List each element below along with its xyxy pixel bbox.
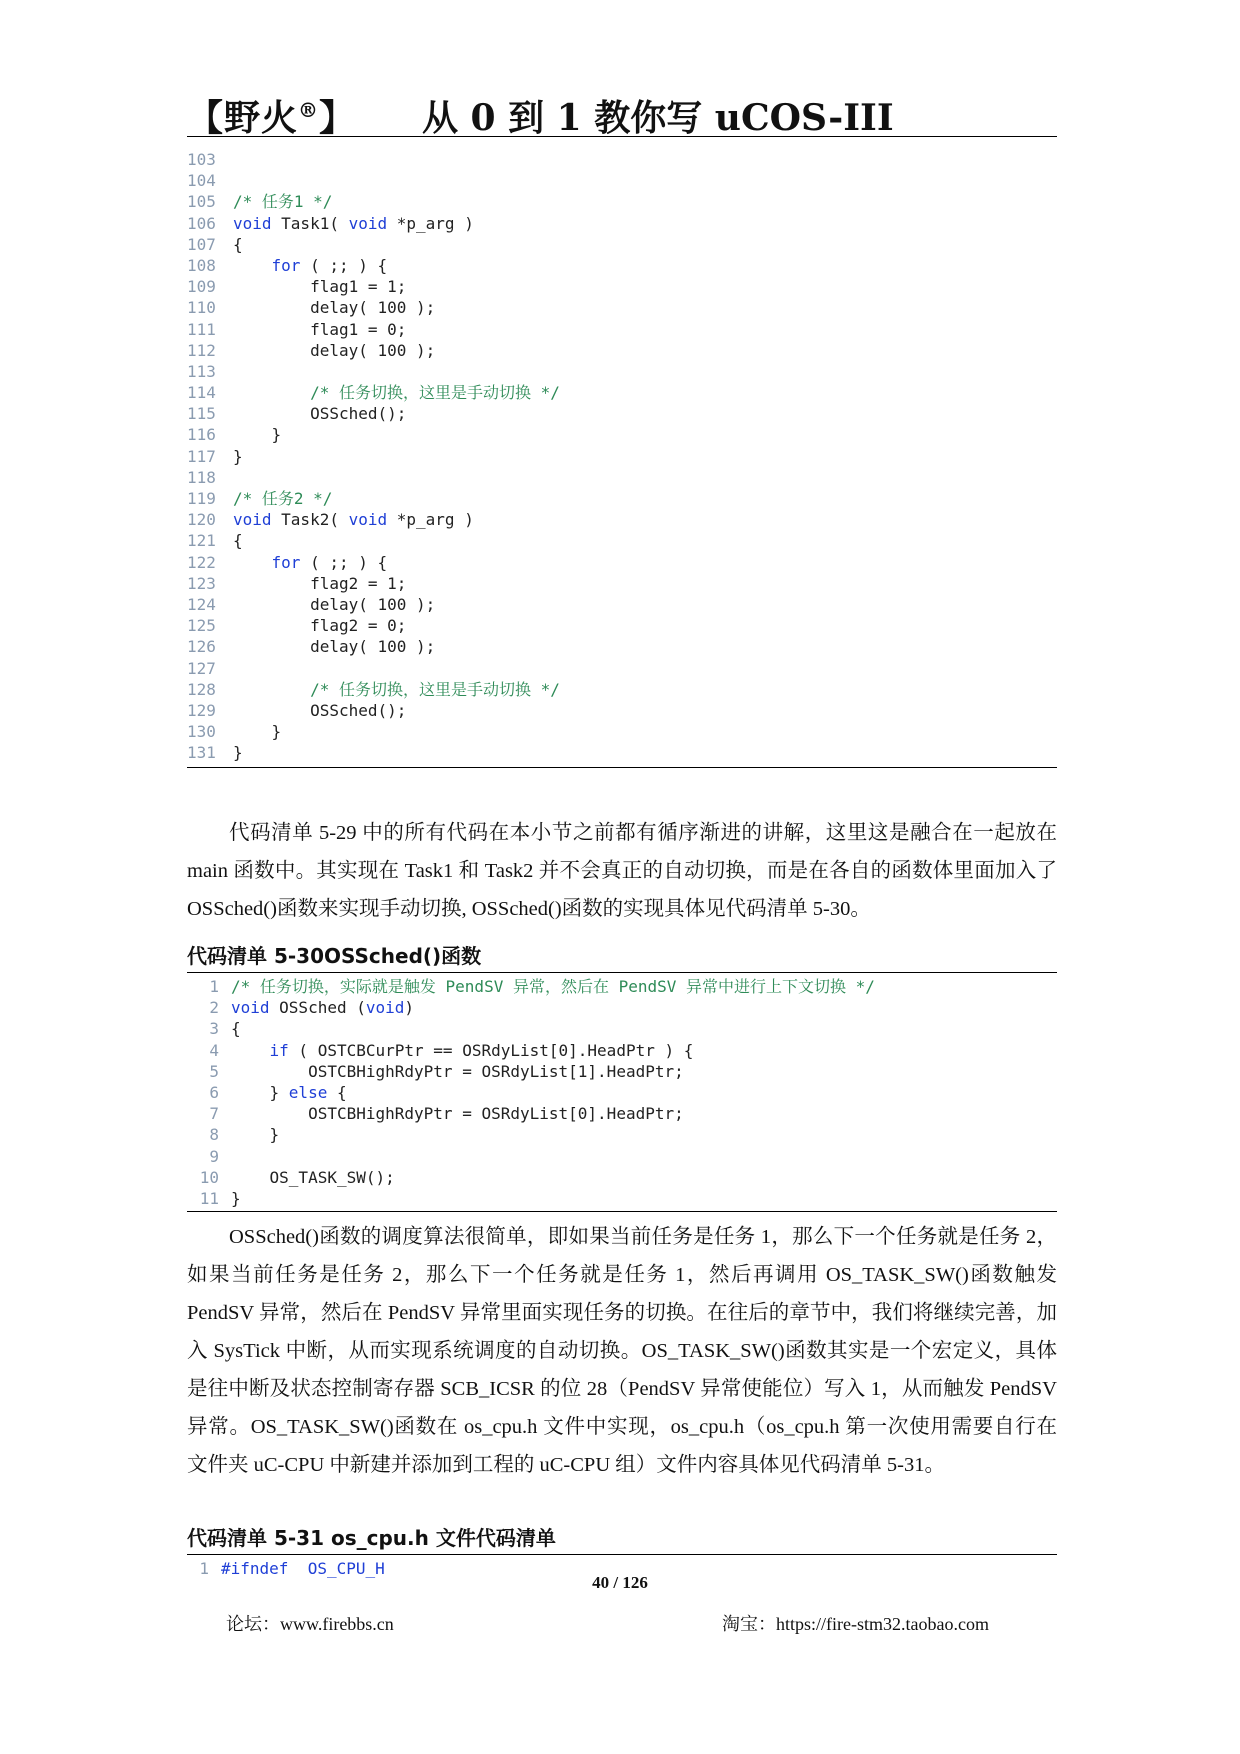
code-line [187, 170, 1057, 191]
code-line [187, 1018, 1057, 1039]
page-number: 40 / 126 [592, 1573, 648, 1592]
line-number: 118 [187, 467, 216, 487]
code-keyword: if [269, 1040, 289, 1060]
line-number: 123 [187, 573, 216, 593]
code-keyword: else [288, 1082, 328, 1102]
code-text: Task1( [271, 213, 349, 233]
code-line [187, 255, 1057, 276]
code-line [187, 530, 1057, 551]
code-line [187, 658, 1057, 679]
line-number: 3 [209, 1019, 219, 1039]
book-title: 从 0 到 1 教你写 uCOS-III [422, 97, 894, 139]
code-text: ) [404, 998, 415, 1018]
code-comment: /* 任务切换，实际就是触发 PendSV 异常，然后在 PendSV 异常中进行上下文切换 */ [231, 977, 875, 996]
code-keyword: void [365, 998, 405, 1018]
code-listing-ossched [187, 972, 1057, 1212]
code-keyword: #ifndef [221, 1559, 289, 1578]
registered-mark: ® [298, 98, 320, 122]
code-line [187, 1124, 1057, 1145]
line-number: 121 [187, 531, 216, 551]
line-number: 103 [187, 150, 216, 169]
code-text: OSTCBHighRdyPtr = OSRdyList[0].HeadPtr; [231, 1104, 684, 1124]
code-text: *p_arg ) [387, 213, 474, 233]
code-keyword: OS_CPU_H [307, 1559, 385, 1578]
code-line [187, 615, 1057, 636]
code-text: flag1 = 0; [233, 319, 407, 339]
code-line [187, 1082, 1057, 1103]
line-number: 116 [187, 425, 216, 445]
code-text: { [233, 234, 243, 254]
body-paragraph-2: OSSched()函数的调度算法很简单，即如果当前任务是任务 1，那么下一个任务就是任务 2，如果当前任务是任务 2，那么下一个任务就是任务 1，然后再调用 OS_TASK_SW()函数触发 PendSV 异常，然后在 PendSV 异常里面实现任务的切换。在往后的章节中，我们将继续完善，加入 SysTick 中断，从而实现系统调度的自动切换。OS_TASK_SW()函数其实是一个宏定义，具体是往中断及状态控制寄存器 SCB_ICSR 的位 28（PendSV 异常使能位）写入 1，从而触发 PendSV 异常。OS_TASK_SW()函数在 os_cpu.h 文件中实现，os_cpu.h（os_cpu.h 第一次使用需要自行在文件夹 uC-CPU 中新建并添加到工程的 uC-CPU 组）文件内容具体见代码清单 5-31。 [187, 1226, 1057, 1476]
code-line [187, 997, 1057, 1018]
line-number: 129 [187, 700, 216, 720]
listing-caption-5-31: 代码清单 5-31 os_cpu.h 文件代码清单 [187, 1526, 556, 1550]
code-text: ( ;; ) { [300, 552, 388, 572]
code-line [187, 319, 1057, 340]
line-number: 122 [187, 552, 216, 572]
code-line [187, 276, 1057, 297]
code-line [187, 424, 1057, 445]
line-number: 10 [199, 1167, 219, 1187]
code-text: } [233, 722, 282, 742]
code-line [187, 552, 1057, 573]
code-text [233, 680, 310, 699]
code-line [187, 234, 1057, 255]
code-line [187, 467, 1057, 488]
code-text: ( ;; ) { [300, 255, 388, 275]
code-line [187, 1188, 1057, 1209]
code-line [187, 488, 1057, 509]
code-line [187, 149, 1057, 170]
line-number: 11 [199, 1188, 219, 1208]
line-number: 110 [187, 298, 216, 318]
code-keyword: void [348, 510, 388, 530]
code-line [187, 1061, 1057, 1082]
line-number: 119 [187, 489, 216, 508]
brand-name: 【野火®】 [187, 97, 357, 139]
code-line [187, 976, 1057, 997]
line-number: 128 [187, 679, 216, 699]
code-line [187, 1167, 1057, 1188]
line-number: 113 [187, 361, 216, 381]
code-line [187, 403, 1057, 424]
line-number: 130 [187, 722, 216, 742]
code-text: { [231, 1019, 241, 1039]
code-text: OSSched ( [269, 998, 366, 1018]
line-number: 109 [187, 277, 216, 297]
line-number: 1 [209, 977, 219, 996]
code-text: { [233, 531, 243, 551]
code-text: Task2( [271, 510, 349, 530]
code-keyword: void [233, 510, 272, 530]
code-text [233, 383, 310, 402]
line-number: 120 [187, 510, 216, 530]
shop-label: 淘宝： [722, 1614, 776, 1634]
code-line [187, 594, 1057, 615]
code-text: } [231, 1188, 241, 1208]
line-number: 5 [209, 1061, 219, 1081]
code-line [187, 509, 1057, 530]
code-text: OSTCBHighRdyPtr = OSRdyList[1].HeadPtr; [231, 1061, 684, 1081]
code-line [187, 191, 1057, 212]
line-number: 108 [187, 255, 216, 275]
code-text: OS_TASK_SW(); [231, 1167, 395, 1187]
code-text: *p_arg ) [387, 510, 474, 530]
code-text: delay( 100 ); [233, 340, 436, 360]
line-number: 126 [187, 637, 216, 657]
body-paragraph-1: 代码清单 5-29 中的所有代码在本小节之前都有循序渐进的讲解，这里这是融合在一起放在 main 函数中。其实现在 Task1 和 Task2 并不会真正的自动切换，而是在各自的函数体里面加入了 OSSched()函数来实现手动切换, OSSched()函数的实现具体见代码清单 5-30。 [187, 822, 1057, 920]
code-text: } [231, 1082, 289, 1102]
code-text: delay( 100 ); [233, 637, 436, 657]
line-number: 114 [187, 383, 216, 403]
listing-caption-5-30: 代码清单 5-30OSSched()函数 [187, 944, 482, 968]
page-header [187, 84, 1057, 137]
line-number: 131 [187, 743, 216, 763]
line-number: 106 [187, 213, 216, 233]
code-line [187, 382, 1057, 403]
line-number: 125 [187, 616, 216, 636]
code-keyword: void [233, 213, 272, 233]
code-text: } [233, 743, 243, 763]
code-text: ( OSTCBCurPtr == OSRdyList[0].HeadPtr ) { [288, 1040, 694, 1060]
code-text: } [233, 425, 282, 445]
code-line [187, 213, 1057, 234]
code-line [187, 361, 1057, 382]
line-number: 7 [209, 1104, 219, 1124]
code-keyword: for [271, 552, 301, 572]
code-line [187, 1040, 1057, 1061]
footer-shop [722, 1610, 989, 1636]
code-text: { [327, 1082, 347, 1102]
code-comment: /* 任务1 */ [233, 192, 333, 212]
code-comment: /* 任务2 */ [233, 489, 333, 508]
code-comment: /* 任务切换，这里是手动切换 */ [310, 679, 560, 699]
code-keyword: void [348, 213, 388, 233]
forum-label: 论坛： [226, 1614, 280, 1634]
line-number: 124 [187, 594, 216, 614]
line-number: 127 [187, 658, 216, 678]
code-keyword: for [271, 255, 301, 275]
line-number: 8 [209, 1125, 219, 1145]
code-text: delay( 100 ); [233, 298, 436, 318]
line-number: 2 [209, 998, 219, 1018]
code-text [231, 1041, 270, 1060]
code-text [233, 553, 272, 572]
code-keyword: void [231, 998, 270, 1018]
line-number: 111 [187, 319, 216, 339]
line-number: 115 [187, 404, 216, 424]
code-listing-tasks [187, 149, 1057, 768]
code-text [233, 256, 272, 275]
code-text: flag2 = 1; [233, 573, 407, 593]
line-number: 104 [187, 171, 216, 191]
code-text: OSSched(); [233, 404, 407, 424]
code-text: flag2 = 0; [233, 616, 407, 636]
code-line [187, 573, 1057, 594]
line-number: 117 [187, 446, 216, 466]
code-text: flag1 = 1; [233, 277, 407, 297]
code-text: } [231, 1125, 280, 1145]
code-line [187, 679, 1057, 700]
code-line [187, 636, 1057, 657]
footer-forum [226, 1610, 394, 1636]
code-line [187, 340, 1057, 361]
line-number: 112 [187, 340, 216, 360]
line-number: 6 [209, 1082, 219, 1102]
code-line [187, 742, 1057, 763]
code-line [187, 721, 1057, 742]
forum-link[interactable]: www.firebbs.cn [280, 1614, 394, 1634]
shop-link[interactable]: https://fire-stm32.taobao.com [776, 1614, 989, 1634]
code-line [187, 700, 1057, 721]
code-line [187, 1103, 1057, 1124]
code-comment: /* 任务切换，这里是手动切换 */ [310, 383, 560, 403]
line-number: 107 [187, 234, 216, 254]
code-text: OSSched(); [233, 700, 407, 720]
code-text: delay( 100 ); [233, 594, 436, 614]
line-number: 1 [199, 1559, 209, 1578]
line-number: 4 [209, 1040, 219, 1060]
code-text: } [233, 446, 243, 466]
line-number: 9 [209, 1146, 219, 1166]
code-line [187, 446, 1057, 467]
code-line [187, 1146, 1057, 1167]
line-number: 105 [187, 192, 216, 212]
code-line [187, 297, 1057, 318]
